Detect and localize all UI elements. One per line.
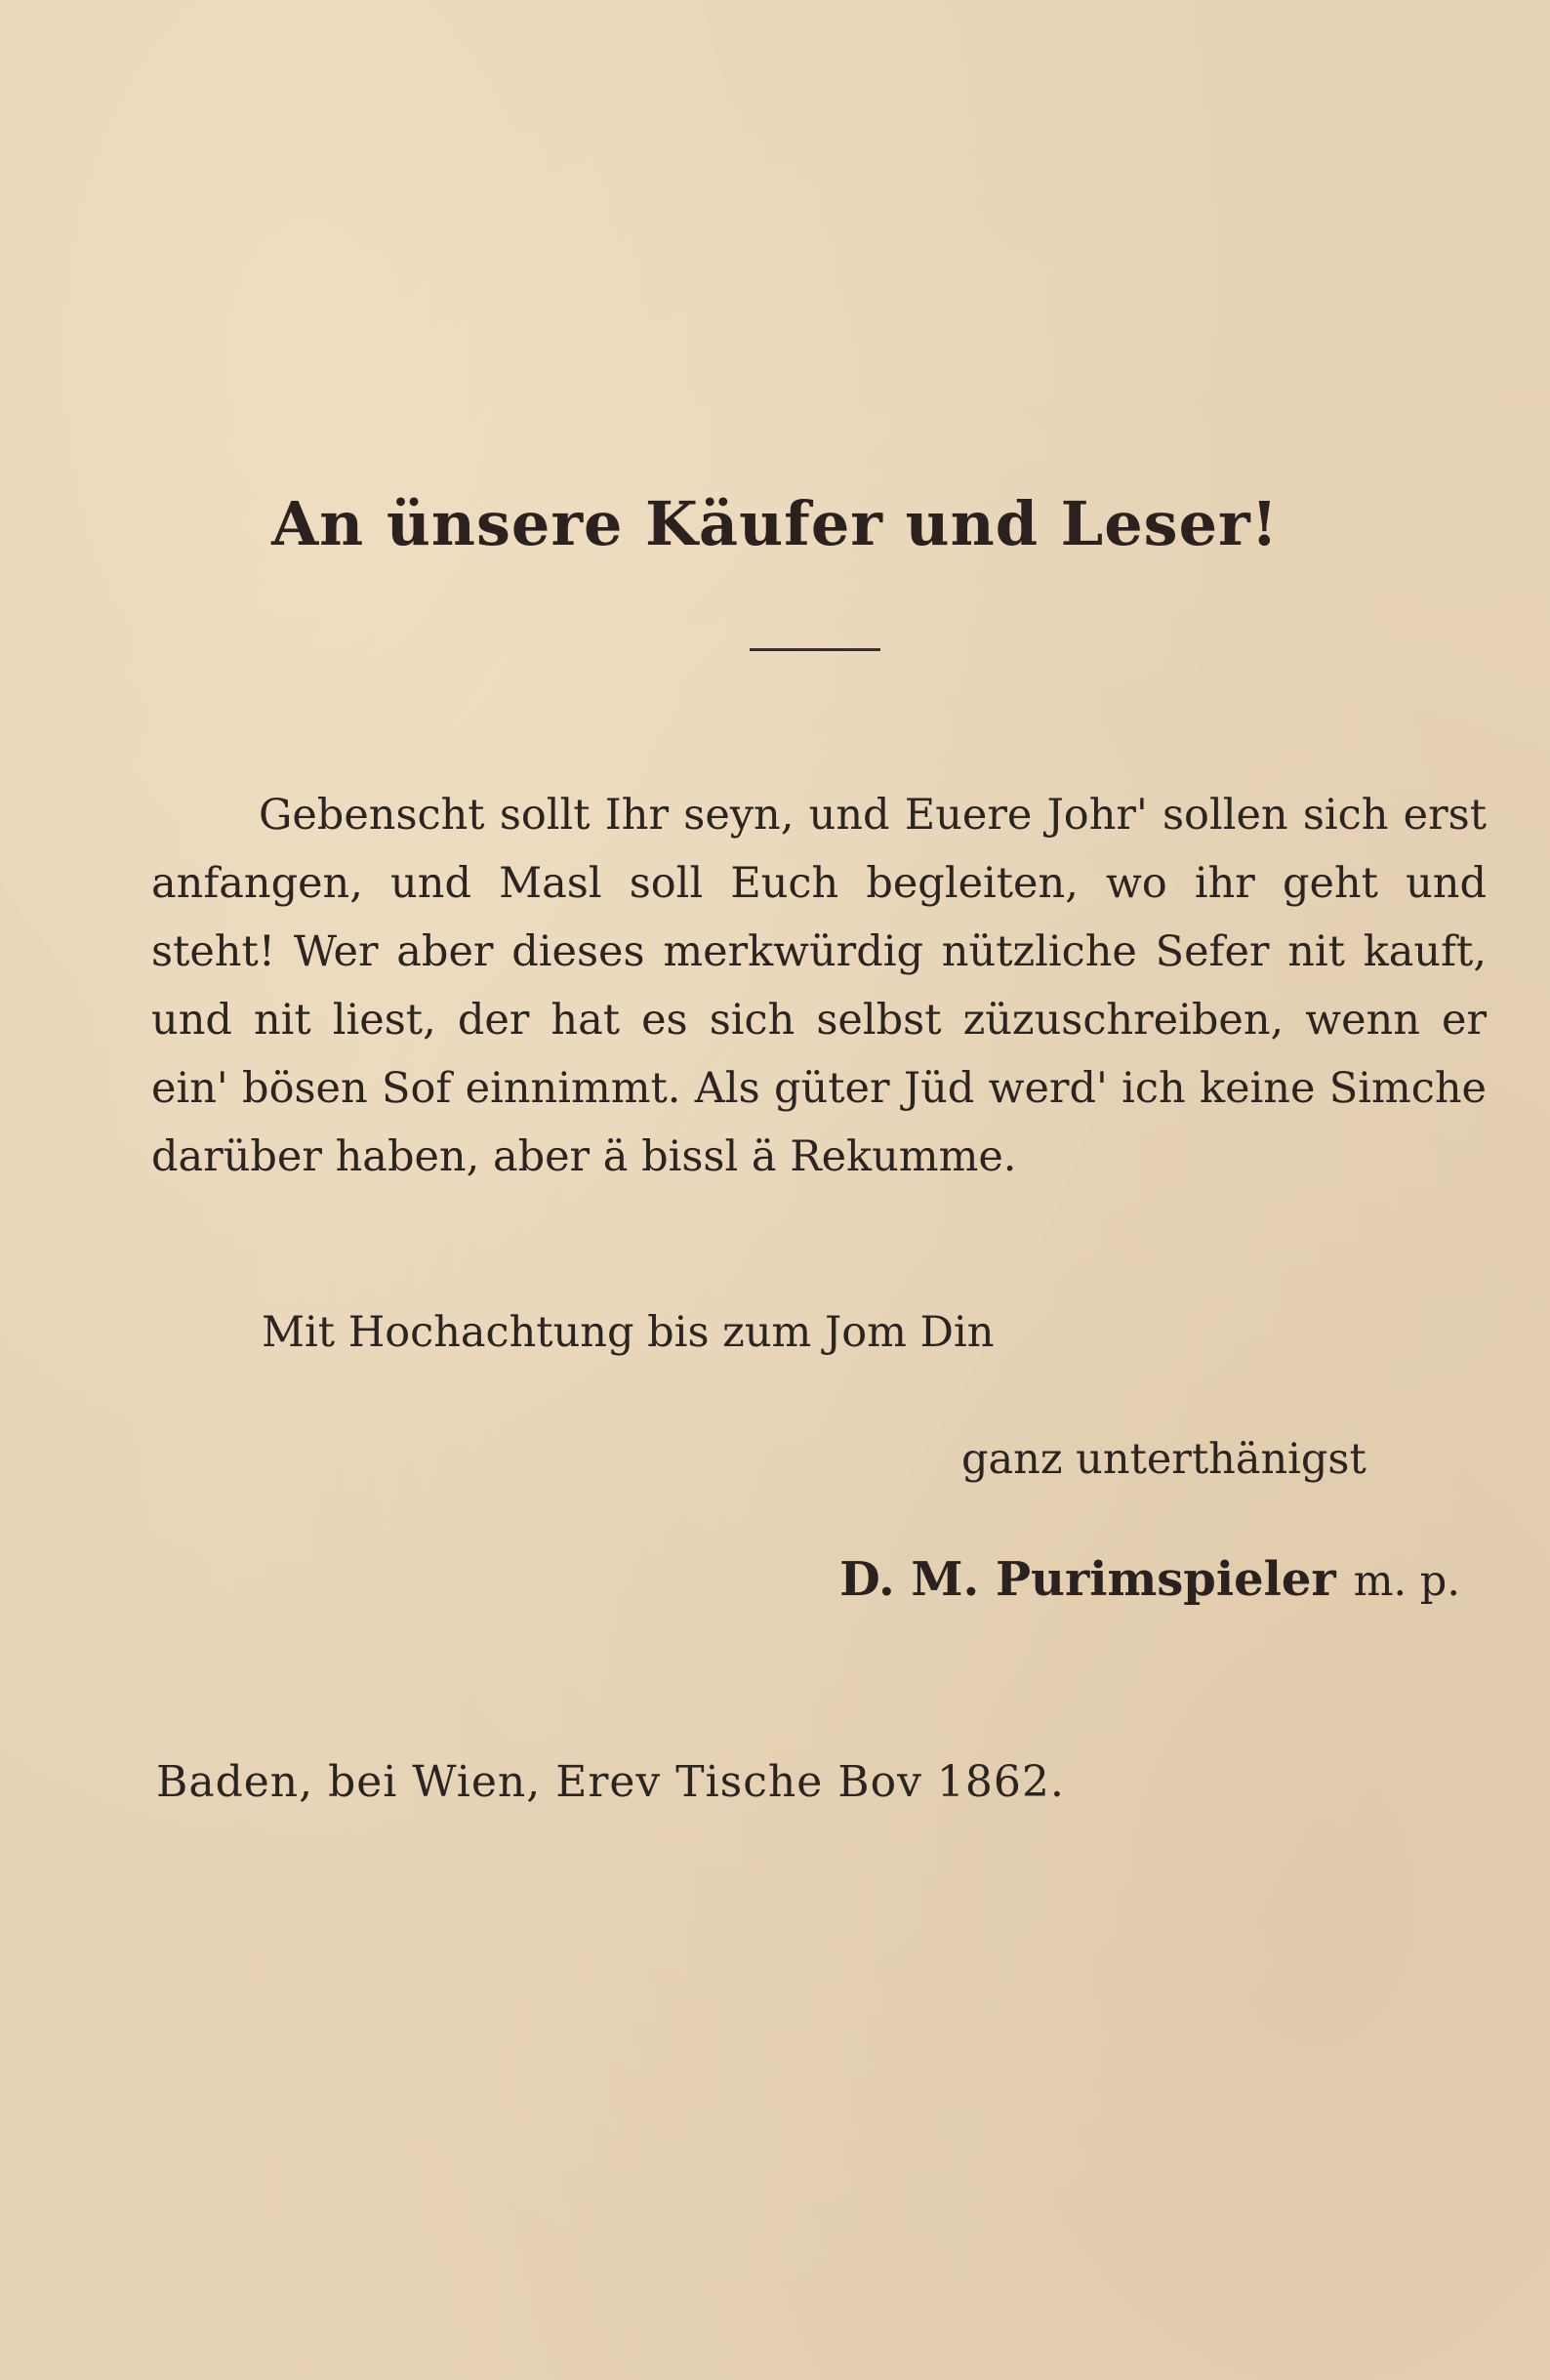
signature	[839, 1552, 1460, 1607]
page-title: An ünsere Käufer und Leser!	[271, 488, 1279, 559]
dateline: Baden, bei Wien, Erev Tische Bov 1862.	[156, 1757, 1065, 1807]
greeting-line: Mit Hochachtung bis zum Jom Din	[262, 1308, 995, 1357]
signature-suffix: m. p.	[1353, 1557, 1460, 1606]
signature-name: D. M. Purimspieler	[839, 1552, 1336, 1607]
closing-line: ganz unterthänigst	[961, 1435, 1366, 1484]
title-divider	[750, 648, 880, 651]
body-paragraph: Gebenscht sollt Ihr seyn, und Euere Johr' sollen sich erst anfangen, und Masl soll Euch begleiten, wo ihr geht und steht! Wer aber dieses merkwürdig nützliche Sefer nit kauft, und nit liest, der hat es sich selbst züzuschreiben, wenn er ein' bösen Sof einnimmt. Als güter Jüd werd' ich keine Simche darüber haben, aber ä bissl ä Rekumme.	[151, 791, 1487, 1181]
